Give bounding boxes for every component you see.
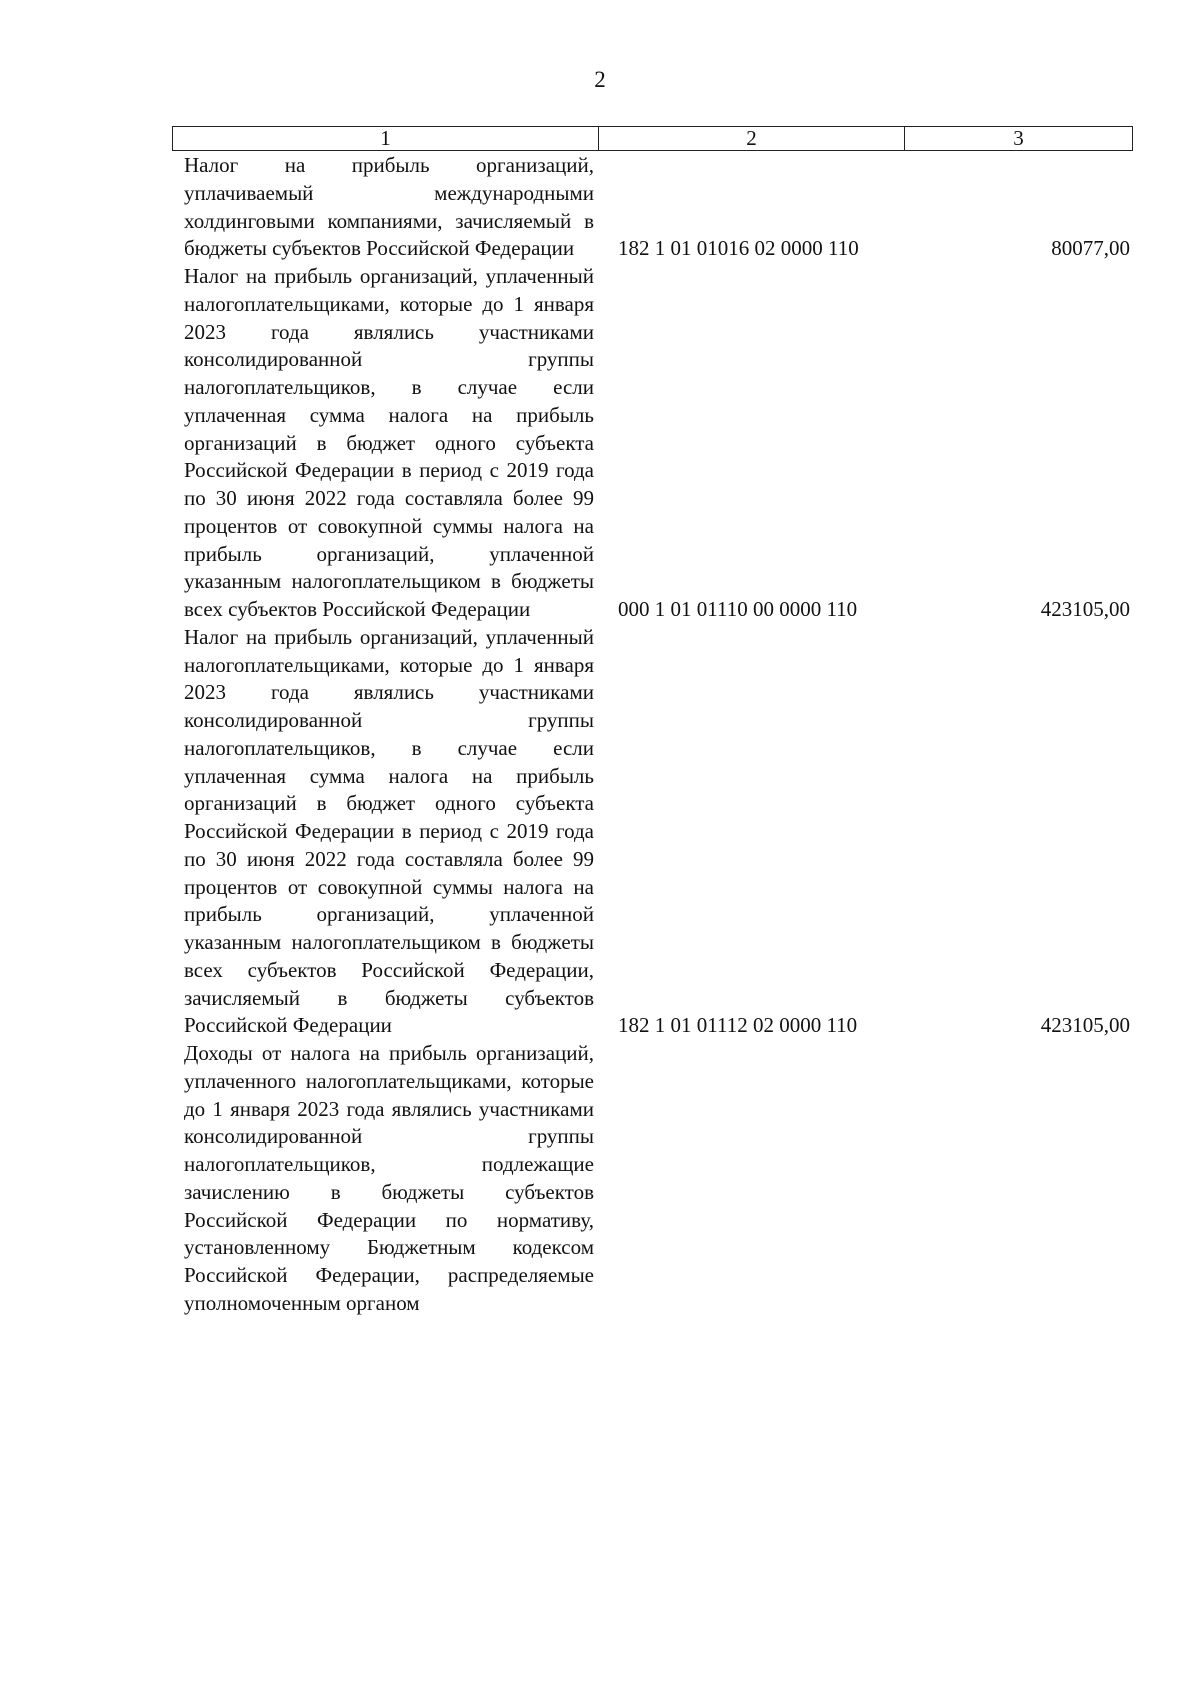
budget-classification-code: 000 1 01 01110 00 0000 110: [618, 597, 858, 621]
amount: 423105,00: [1040, 597, 1130, 621]
table-row: [172, 263, 1132, 624]
table-row: [172, 624, 1132, 1040]
table-row: [172, 1040, 1132, 1318]
column-header-3: 3: [905, 127, 1133, 151]
table-row: [172, 152, 1132, 263]
amount: 80077,00: [1051, 236, 1130, 261]
revenue-name: Налог на прибыль организаций, уплачиваемый международными холдинговыми компаниями, зачисляемый в бюджеты субъектов Российской Федерации: [184, 153, 594, 261]
page-number: 2: [594, 67, 606, 92]
amount: 423105,00: [1040, 1013, 1130, 1038]
column-header-1: 1: [173, 127, 599, 151]
revenue-name: Налог на прибыль организаций, уплаченный налогоплательщиками, которые до 1 января 2023 года являлись участниками консолидированной группы налогоплательщиков, в случае если уплаченная сумма налога на прибыль организаций в бюджет одного субъекта Российской Федерации в период с 2019 года по 30 июня 2022 года составляла более 99 процентов от совокупной суммы налога на прибыль организаций, уплаченной указанным налогоплательщиком в бюджеты всех субъектов Российской Федерации, зачисляемый в бюджеты субъектов Российской Федерации: [184, 624, 594, 1038]
column-header-row: [172, 126, 1133, 151]
budget-classification-code: 182 1 01 01112 02 0000 110: [618, 1013, 858, 1038]
budget-classification-code: 182 1 01 01016 02 0000 110: [618, 236, 859, 261]
revenue-table-body: [172, 152, 1132, 1318]
revenue-name: Доходы от налога на прибыль организаций, уплаченного налогоплательщиками, которые до 1 января 2023 года являлись участниками консолидированной группы налогоплательщиков, подлежащие зачислению в бюджеты субъектов Российской Федерации по нормативу, установленному Бюджетным кодексом Российской Федерации, распределяемые уполномоченным органом: [184, 1041, 594, 1315]
revenue-name: Налог на прибыль организаций, уплаченный налогоплательщиками, которые до 1 января 2023 года являлись участниками консолидированной группы налогоплательщиков, в случае если уплаченная сумма налога на прибыль организаций в бюджет одного субъекта Российской Федерации в период с 2019 года по 30 июня 2022 года составляла более 99 процентов от совокупной суммы налога на прибыль организаций, уплаченной указанным налогоплательщиком в бюджеты всех субъектов Российской Федерации: [184, 264, 594, 621]
column-header-2: 2: [599, 127, 905, 151]
